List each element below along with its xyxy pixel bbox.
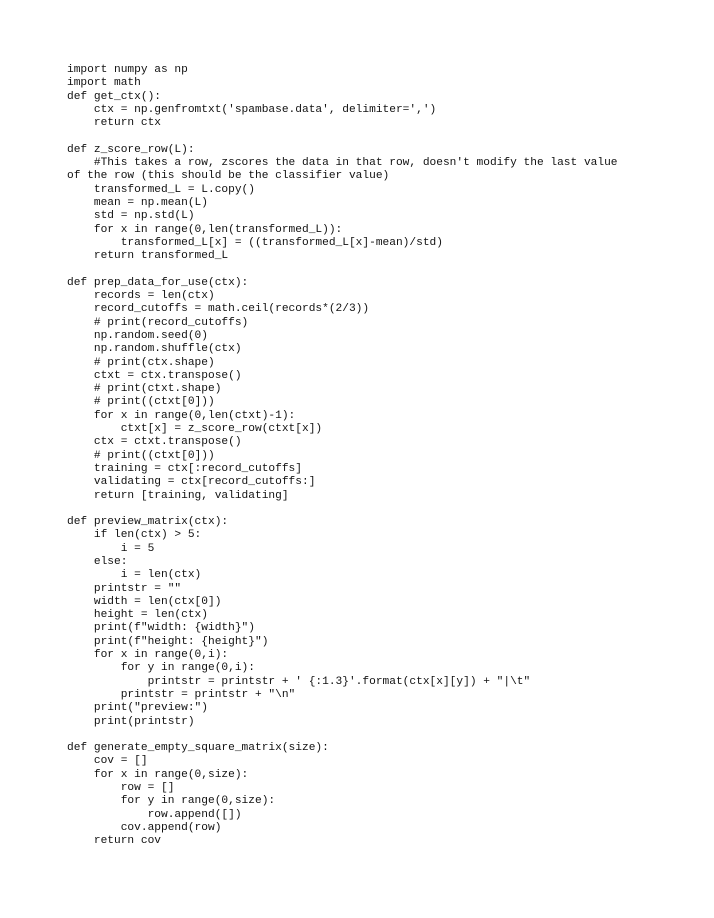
code-line: np.random.seed(0) [67, 329, 208, 342]
code-line: training = ctx[:record_cutoffs] [67, 462, 302, 475]
code-line: print("preview:") [67, 702, 208, 715]
code-line: def z_score_row(L): [67, 143, 195, 156]
code-line: import numpy as np [67, 64, 188, 76]
code-line [67, 503, 667, 516]
code-line: ctx = ctxt.transpose() [67, 436, 242, 449]
code-line: printstr = printstr + ' {:1.3}'.format(ctx[x][y]) + "|\t" [67, 675, 531, 688]
code-line [67, 729, 667, 742]
code-line: mean = np.mean(L) [67, 196, 208, 209]
code-line: transformed_L = L.copy() [67, 183, 255, 196]
code-line: def preview_matrix(ctx): [67, 516, 229, 529]
code-line: return ctx [67, 117, 161, 130]
code-line: return cov [67, 835, 161, 848]
code-line [67, 130, 667, 143]
code-line: ctxt = ctx.transpose() [67, 369, 242, 382]
code-line: if len(ctx) > 5: [67, 529, 202, 542]
code-line: for y in range(0,size): [67, 795, 276, 808]
code-line: import math [67, 77, 141, 90]
code-line: record_cutoffs = math.ceil(records*(2/3)) [67, 303, 370, 316]
code-line [67, 263, 667, 276]
code-line: printstr = printstr + "\n" [67, 688, 296, 701]
code-line: of the row (this should be the classifier value) [67, 170, 390, 183]
code-line: cov = [] [67, 755, 148, 768]
code-line: transformed_L[x] = ((transformed_L[x]-mean)/std) [67, 236, 443, 249]
code-line: for x in range(0,i): [67, 649, 229, 662]
code-line: row = [] [67, 782, 175, 795]
code-line: width = len(ctx[0]) [67, 595, 222, 608]
code-line: for x in range(0,len(transformed_L)): [67, 223, 343, 236]
code-line: for x in range(0,len(ctxt)-1): [67, 409, 296, 422]
code-line: records = len(ctx) [67, 290, 215, 303]
code-line: print(f"width: {width}") [67, 622, 255, 635]
code-line: # print(ctx.shape) [67, 356, 215, 369]
code-listing [67, 64, 667, 849]
code-line: # print((ctxt[0])) [67, 396, 215, 409]
code-line: np.random.shuffle(ctx) [67, 343, 242, 356]
code-line: for x in range(0,size): [67, 768, 249, 781]
code-line: def prep_data_for_use(ctx): [67, 276, 249, 289]
code-line: return transformed_L [67, 250, 229, 263]
code-line: for y in range(0,i): [67, 662, 255, 675]
code-line: # print((ctxt[0])) [67, 449, 215, 462]
code-line: else: [67, 555, 128, 568]
code-line: height = len(ctx) [67, 609, 208, 622]
code-line: validating = ctx[record_cutoffs:] [67, 476, 316, 489]
code-line: # print(record_cutoffs) [67, 316, 249, 329]
code-line: #This takes a row, zscores the data in that row, doesn't modify the last value [67, 157, 618, 170]
code-line: print(printstr) [67, 715, 195, 728]
code-line: print(f"height: {height}") [67, 635, 269, 648]
code-line: row.append([]) [67, 808, 242, 821]
code-line: def get_ctx(): [67, 90, 161, 103]
code-line: ctxt[x] = z_score_row(ctxt[x]) [67, 423, 323, 436]
code-line: printstr = "" [67, 582, 182, 595]
code-line: return [training, validating] [67, 489, 289, 502]
code-line: std = np.std(L) [67, 210, 195, 223]
code-line: # print(ctxt.shape) [67, 383, 222, 396]
code-line: cov.append(row) [67, 821, 222, 834]
code-line: i = 5 [67, 542, 155, 555]
code-line: i = len(ctx) [67, 569, 202, 582]
code-line: ctx = np.genfromtxt('spambase.data', delimiter=',') [67, 103, 437, 116]
code-line: def generate_empty_square_matrix(size): [67, 742, 329, 755]
